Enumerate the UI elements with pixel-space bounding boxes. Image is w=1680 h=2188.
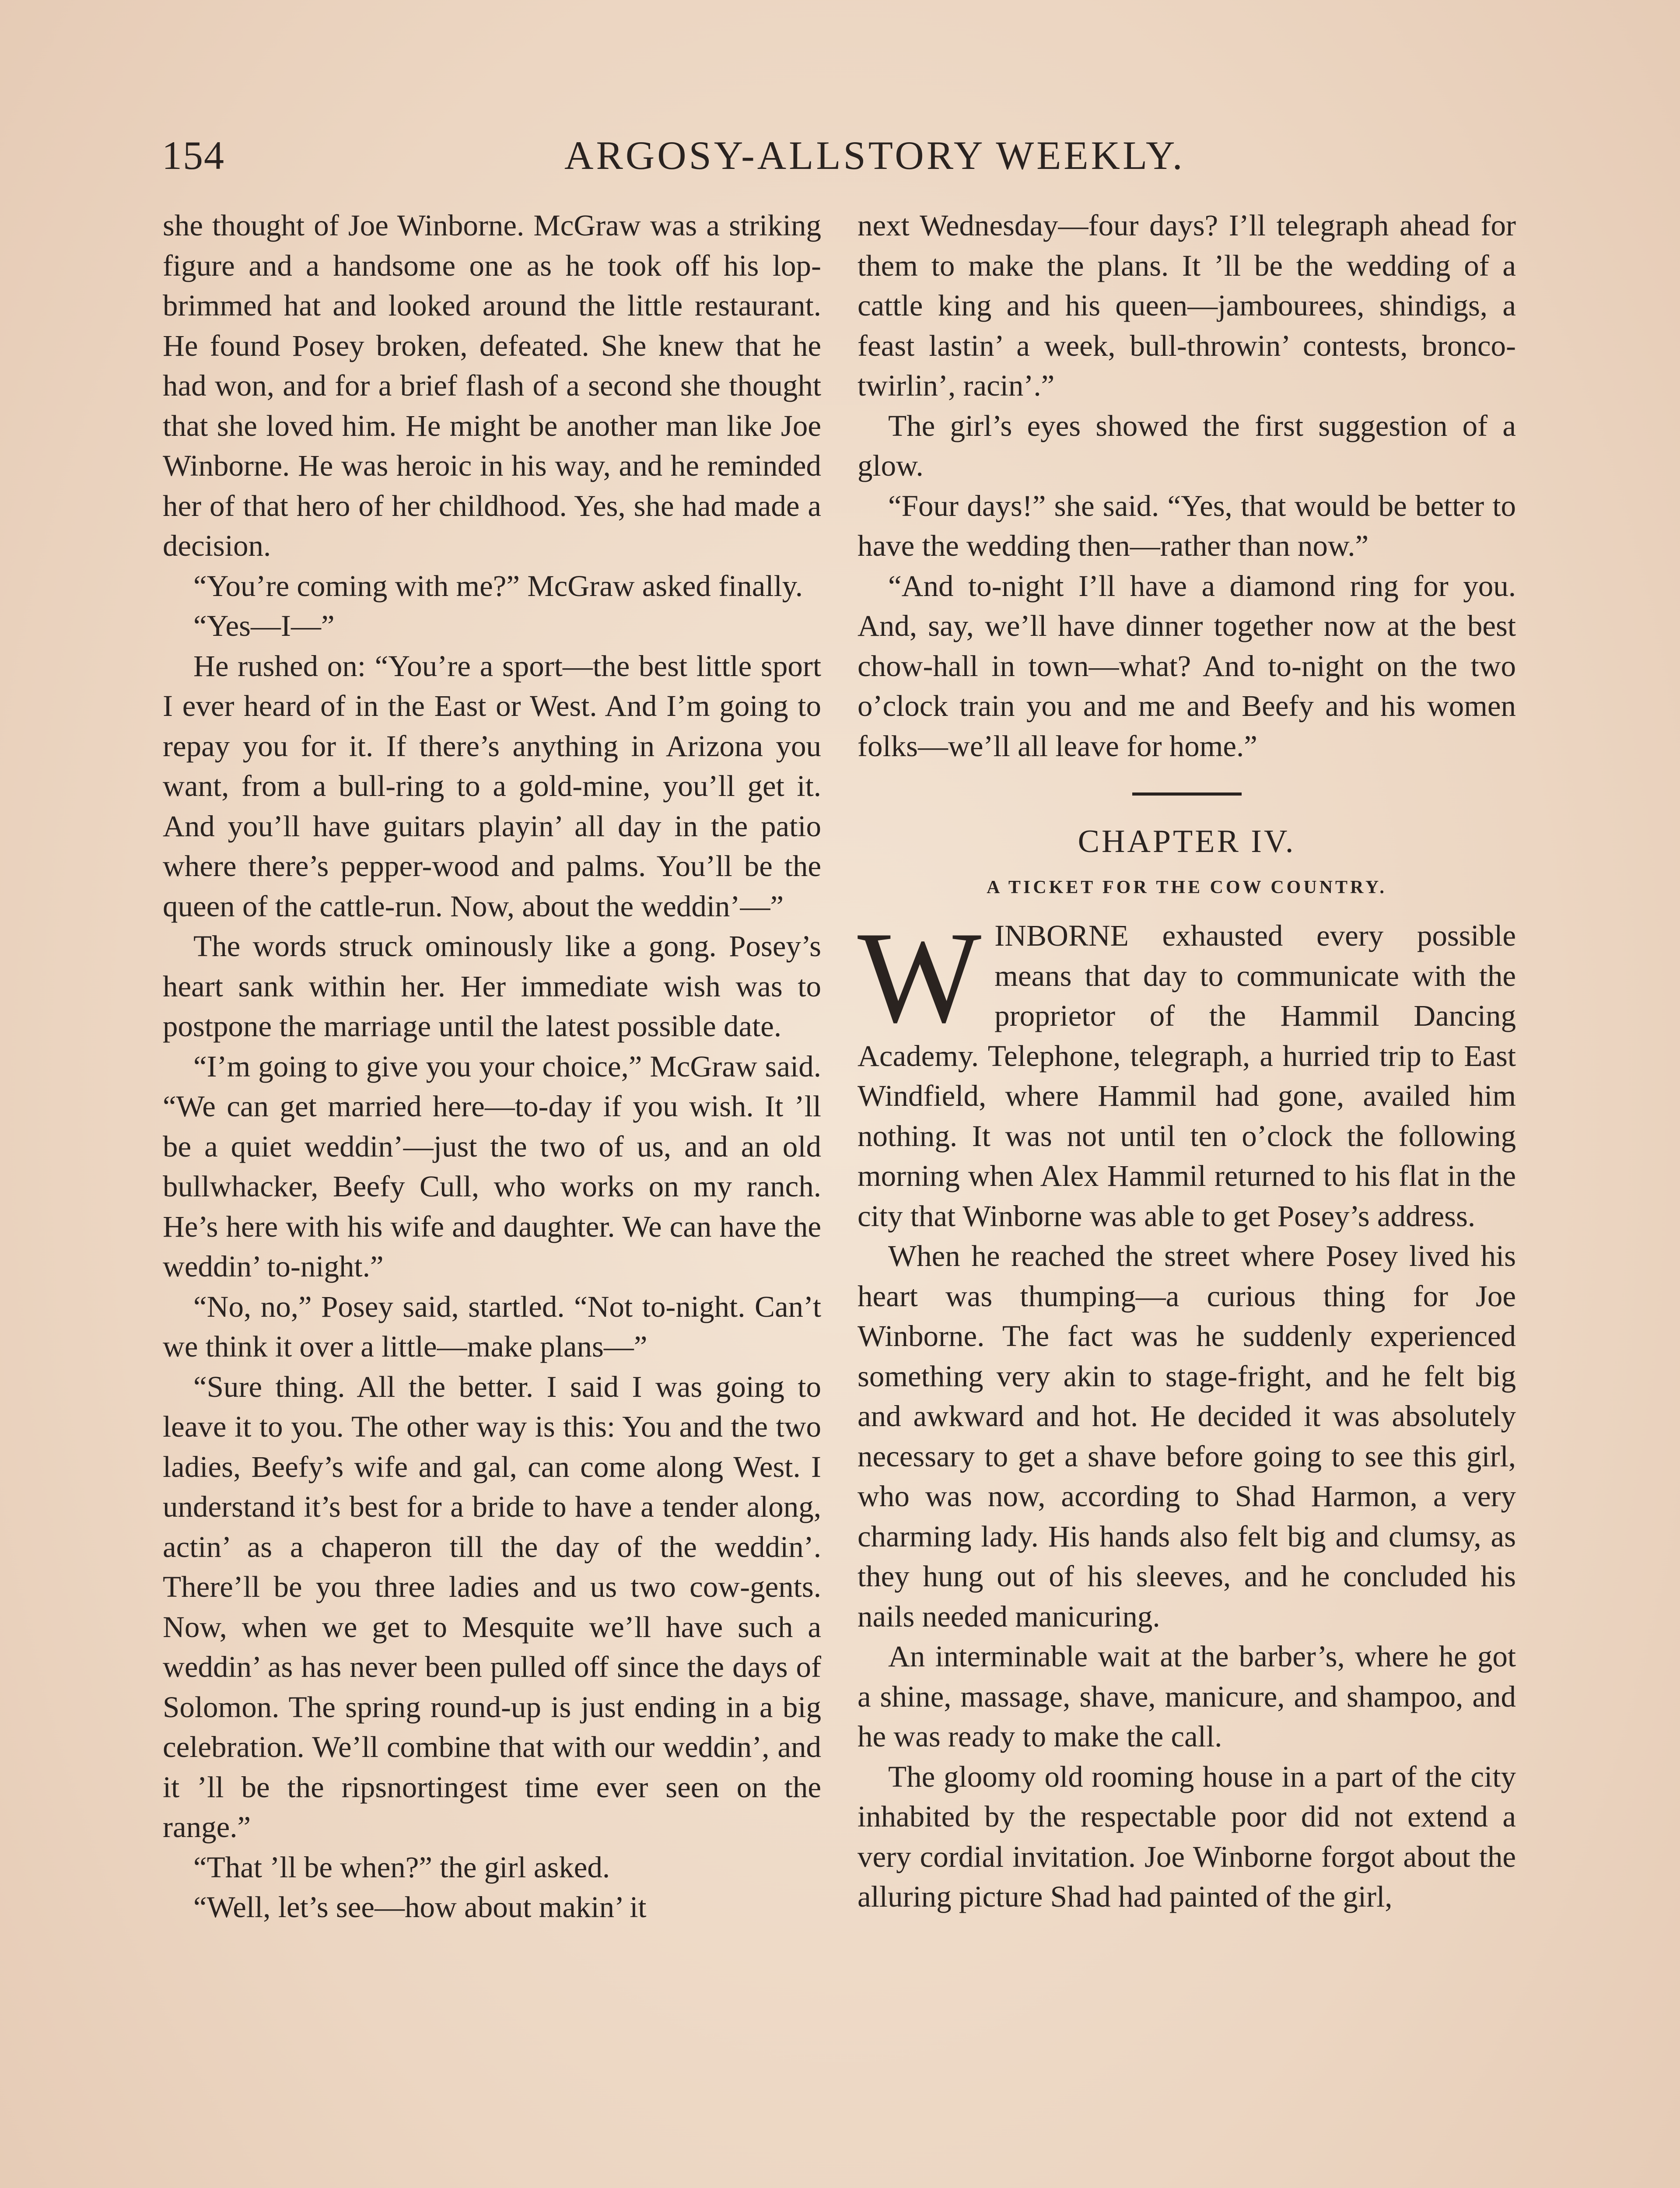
section-divider — [1132, 792, 1242, 796]
paragraph: “Yes—I—” — [193, 609, 335, 642]
paragraph: “That ’ll be when?” the girl asked. — [193, 1850, 610, 1884]
paragraph: The girl’s eyes showed the first suggestion of a glow. — [858, 409, 1516, 482]
paragraph: “Sure thing. All the better. I said I was going to leave it to you. The other way is this: You and the two ladies, Beefy’s wife and gal, can come along West. I understand it’s best for a bride to have a tender along, actin’ as a chaperon till the day of the weddin’. There’ll be you three ladies and us two cow-gents. Now, when we get to Mesquite we’ll have such a weddin’ as has never been pulled off since the days of Solomon. The spring round-up is just ending in a big celebration. We’ll combine that with our weddin’, and it ’ll be the ripsnortingest time ever seen on the range.” — [163, 1370, 821, 1844]
paragraph: “Well, let’s see—how about makin’ it — [193, 1890, 647, 1924]
left-column — [163, 206, 821, 2188]
paragraph: “And to-night I’ll have a diamond ring for you. And, say, we’ll have dinner together now at the best chow-hall in town—what? And to-night on the two o’clock train you and me and Beefy and his women folks—we’ll all leave for home.” — [858, 569, 1516, 763]
paragraph: next Wednesday—four days? I’ll telegraph ahead for them to make the plans. It ’ll be the wedding of a cattle king and his queen—jambourees, shindigs, a feast lastin’ a week, bull-throwin’ contests, bronco-twirlin’, racin’.” — [858, 209, 1516, 402]
paragraph: she thought of Joe Winborne. McGraw was a striking figure and a handsome one as he took off his lop-brimmed hat and looked around the little restaurant. He found Posey broken, defeated. She knew that he had won, and for a brief flash of a second she thought that she loved him. He might be another man like Joe Winborne. He was heroic in his way, and he reminded her of that hero of her childhood. Yes, she had made a decision. — [163, 209, 821, 562]
paragraph: The gloomy old rooming house in a part of the city inhabited by the respectable poor did not extend a very cordial invitation. Joe Winborne forgot about the alluring picture Shad had painted of the girl, — [858, 1760, 1516, 1913]
chapter-title: CHAPTER IV. — [1078, 824, 1296, 859]
paragraph: “I’m going to give you your choice,” McGraw said. “We can get married here—to-day if you wish. It ’ll be a quiet weddin’—just the two of us, and an old bullwhacker, Beefy Cull, who works on my ranch. He’s here with his wife and daughter. We can have the weddin’ to-night.” — [163, 1049, 821, 1283]
drop-cap: W — [858, 905, 982, 1050]
chapter-subtitle: A TICKET FOR THE COW COUNTRY. — [987, 877, 1387, 898]
paragraph: “Four days!” she said. “Yes, that would be better to have the wedding then—rather than now.” — [858, 489, 1516, 562]
chapter-opening-paragraph — [858, 905, 1516, 1236]
paragraph: The words struck ominously like a gong. Posey’s heart sank within her. Her immediate wish was to postpone the marriage until the latest possible date. — [163, 929, 821, 1043]
paragraph: An interminable wait at the barber’s, where he got a shine, massage, shave, manicure, and shampoo, and he was ready to make the call. — [858, 1640, 1516, 1753]
page-header — [162, 125, 1518, 186]
paragraph: When he reached the street where Posey lived his heart was thumping—a curious thing for Joe Winborne. The fact was he suddenly experienced something very akin to stage-fright, and he felt big and awkward and hot. He decided it was absolutely necessary to get a shave before going to see this girl, who was now, according to Shad Harmon, a very charming lady. His hands also felt big and clumsy, as they hung out of his sleeves, and he concluded his nails needed manicuring. — [858, 1239, 1516, 1633]
paragraph: He rushed on: “You’re a sport—the best little sport I ever heard of in the East or West. And I’m going to repay you for it. If there’s anything in Arizona you want, from a bull-ring to a gold-mine, you’ll get it. And you’ll have guitars playin’ all day in the patio where there’s pepper-wood and palms. You’ll be the queen of the cattle-run. Now, about the weddin’—” — [163, 649, 821, 923]
chapter-opening-text: INBORNE exhausted every possible means that day to communicate with the proprietor of the Hammil Dancing Academy. Telephone, telegraph, a hurried trip to East Windfield, where Hammil had gone, availed him nothing. It was not until ten o’clock the following morning when Alex Hammil returned to his flat in the city that Winborne was able to get Posey’s address. — [858, 919, 1516, 1233]
page-number: 154 — [162, 133, 225, 178]
running-head: ARGOSY-ALLSTORY WEEKLY. — [564, 133, 1185, 178]
paragraph: “No, no,” Posey said, startled. “Not to-night. Can’t we think it over a little—make plans—” — [163, 1290, 821, 1363]
right-column — [858, 206, 1516, 2188]
paragraph: “You’re coming with me?” McGraw asked finally. — [193, 569, 803, 603]
